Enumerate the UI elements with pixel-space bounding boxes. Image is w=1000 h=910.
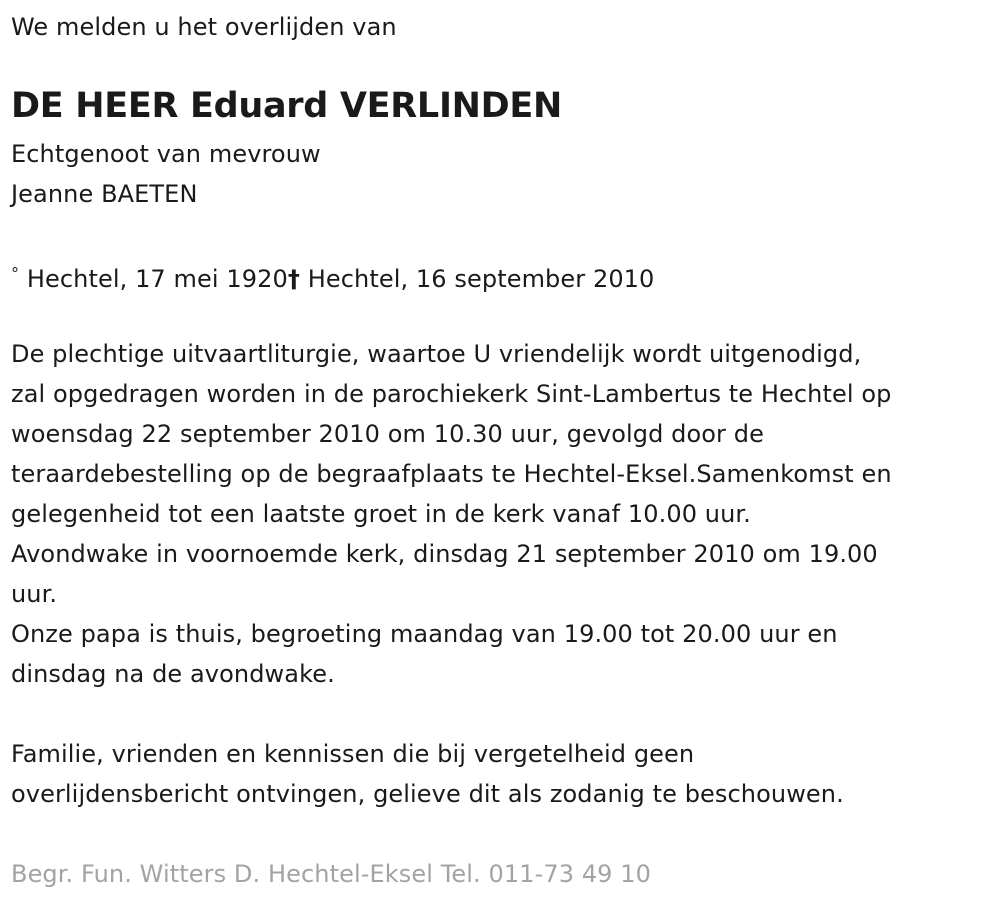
spouse-line: Echtgenoot van mevrouw (11, 140, 321, 168)
body-line: Onze papa is thuis, begroeting maandag van 19.00 tot 20.00 uur en (11, 620, 838, 648)
body-line: Avondwake in voornoemde kerk, dinsdag 21 september 2010 om 19.00 (11, 540, 878, 568)
body-line: teraardebestelling op de begraafplaats te Hechtel-Eksel.Samenkomst en (11, 460, 892, 488)
cross-icon: † (287, 265, 300, 293)
closing-line: Familie, vrienden en kennissen die bij vergetelheid geen (11, 740, 695, 768)
intro-text: We melden u het overlijden van (11, 13, 397, 41)
closing-line: overlijdensbericht ontvingen, gelieve dit als zodanig te beschouwen. (11, 780, 844, 808)
spouse-block (11, 134, 321, 214)
birth-symbol: ° (11, 264, 20, 283)
body-line: zal opgedragen worden in de parochiekerk Sint-Lambertus te Hechtel op (11, 380, 892, 408)
body-line: woensdag 22 september 2010 om 10.30 uur, gevolgd door de (11, 420, 764, 448)
body-line: dinsdag na de avondwake. (11, 660, 335, 688)
deceased-name: DE HEER Eduard VERLINDEN (11, 86, 563, 126)
birth-date: Hechtel, 17 mei 1920 (26, 265, 288, 293)
death-date: Hechtel, 16 september 2010 (307, 265, 655, 293)
life-dates (11, 254, 654, 299)
spouse-name: Jeanne BAETEN (11, 180, 198, 208)
closing-note (11, 734, 844, 814)
funeral-home-footer: Begr. Fun. Witters D. Hechtel-Eksel Tel. 011-73 49 10 (11, 860, 652, 888)
body-line: gelegenheid tot een laatste groet in de kerk vanaf 10.00 uur. (11, 500, 751, 528)
funeral-details (11, 334, 892, 694)
body-line: De plechtige uitvaartliturgie, waartoe U vriendelijk wordt uitgenodigd, (11, 340, 862, 368)
body-line: uur. (11, 580, 58, 608)
